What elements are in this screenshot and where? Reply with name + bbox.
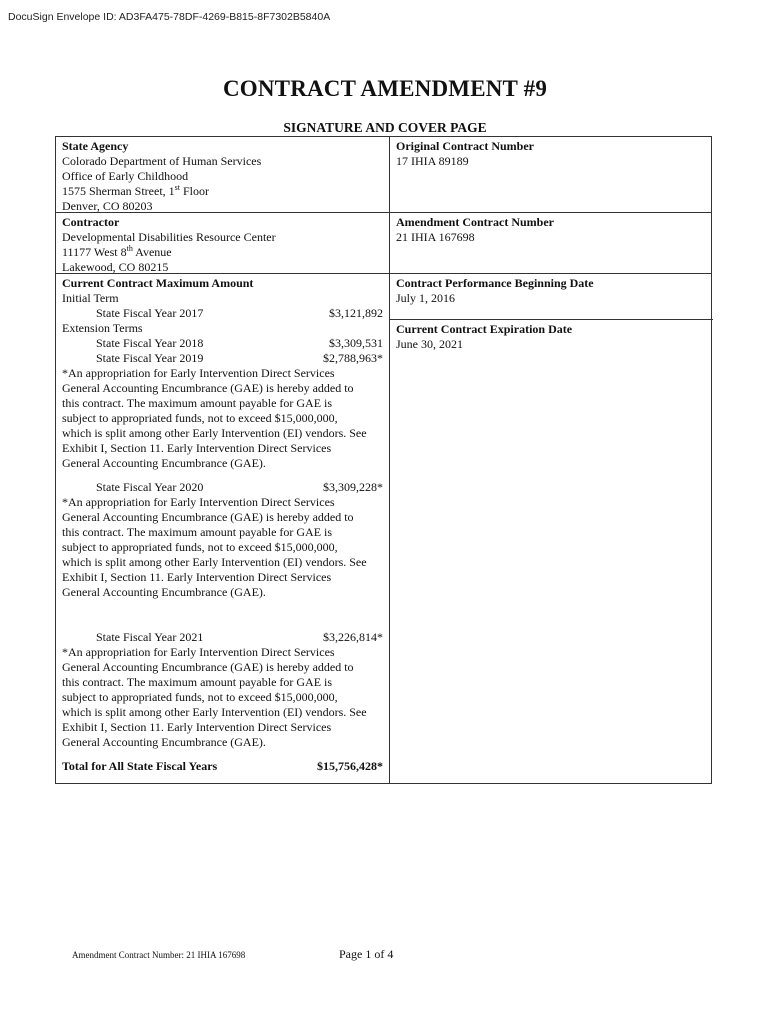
expiration-heading: Current Contract Expiration Date [396,322,573,336]
amendment-contract-heading: Amendment Contract Number [396,215,554,229]
contractor-heading: Contractor [62,215,120,229]
expiration-cell [390,320,713,352]
sfy2017-row: State Fiscal Year 2017 $3,121,892 [96,306,383,320]
state-agency-cell [56,137,389,214]
initial-term-label: Initial Term [62,291,119,305]
sfy2019-row: State Fiscal Year 2019 $2,788,963* [96,351,383,365]
agency-city: Denver, CO 80203 [62,199,153,213]
sfy2020-row: State Fiscal Year 2020 $3,309,228* [96,480,383,494]
agency-name: Colorado Department of Human Services [62,154,262,168]
performance-begin-cell [390,274,713,306]
gae-note-1: *An appropriation for Early Intervention Direct Services General Accounting Encumbrance (GAE) is hereby added to this contract. The maximum amount payable for GAE is subject to appropriated funds, not to exceed $15,000,000, which is split among other Early Intervention (EI) vendors. See Exhibit I, Section 11. Early Intervention Direct Services General Accounting Encumbrance (GAE). [62,366,367,470]
performance-begin-heading: Contract Performance Beginning Date [396,276,594,290]
original-contract-cell [390,137,713,169]
amendment-contract-number: 21 IHIA 167698 [396,230,475,244]
footer-contract-number: Amendment Contract Number: 21 IHIA 167698 [72,950,246,960]
contractor-city: Lakewood, CO 80215 [62,260,169,274]
page-title: CONTRACT AMENDMENT #9 [222,76,548,101]
sfy2021-row: State Fiscal Year 2021 $3,226,814* [96,630,383,644]
contractor-cell [56,213,389,275]
extension-terms-label: Extension Terms [62,321,143,335]
gae-note-2: *An appropriation for Early Intervention Direct Services General Accounting Encumbrance (GAE) is hereby added to this contract. The maximum amount payable for GAE is subject to appropriated funds, not to exceed $15,000,000, which is split among other Early Intervention (EI) vendors. See Exhibit I, Section 11. Early Intervention Direct Services General Accounting Encumbrance (GAE). [62,495,367,599]
original-contract-heading: Original Contract Number [396,139,534,153]
contractor-street: 11177 West 8th Avenue [62,244,172,259]
page-number: Page 1 of 4 [339,947,394,961]
page-subtitle: SIGNATURE AND COVER PAGE [283,120,487,135]
expiration-date: June 30, 2021 [396,337,463,351]
total-row: Total for All State Fiscal Years $15,756,428* [62,759,383,773]
agency-street: 1575 Sherman Street, 1st Floor [62,183,210,198]
state-agency-heading: State Agency [62,139,129,153]
sfy2018-row: State Fiscal Year 2018 $3,309,531 [96,336,383,350]
envelope-id: DocuSign Envelope ID: AD3FA475-78DF-4269-B815-8F7302B5840A [8,11,331,23]
gae-note-3: *An appropriation for Early Intervention Direct Services General Accounting Encumbrance (GAE) is hereby added to this contract. The maximum amount payable for GAE is subject to appropriated funds, not to exceed $15,000,000, which is split among other Early Intervention (EI) vendors. See Exhibit I, Section 11. Early Intervention Direct Services General Accounting Encumbrance (GAE). [62,645,367,749]
contractor-name: Developmental Disabilities Resource Center [62,230,276,244]
performance-begin-date: July 1, 2016 [396,291,456,305]
max-amount-cell [56,274,389,774]
max-amount-heading: Current Contract Maximum Amount [62,276,254,290]
original-contract-number: 17 IHIA 89189 [396,154,469,168]
amendment-contract-cell [390,213,713,245]
cover-table [55,136,712,784]
agency-office: Office of Early Childhood [62,169,189,183]
